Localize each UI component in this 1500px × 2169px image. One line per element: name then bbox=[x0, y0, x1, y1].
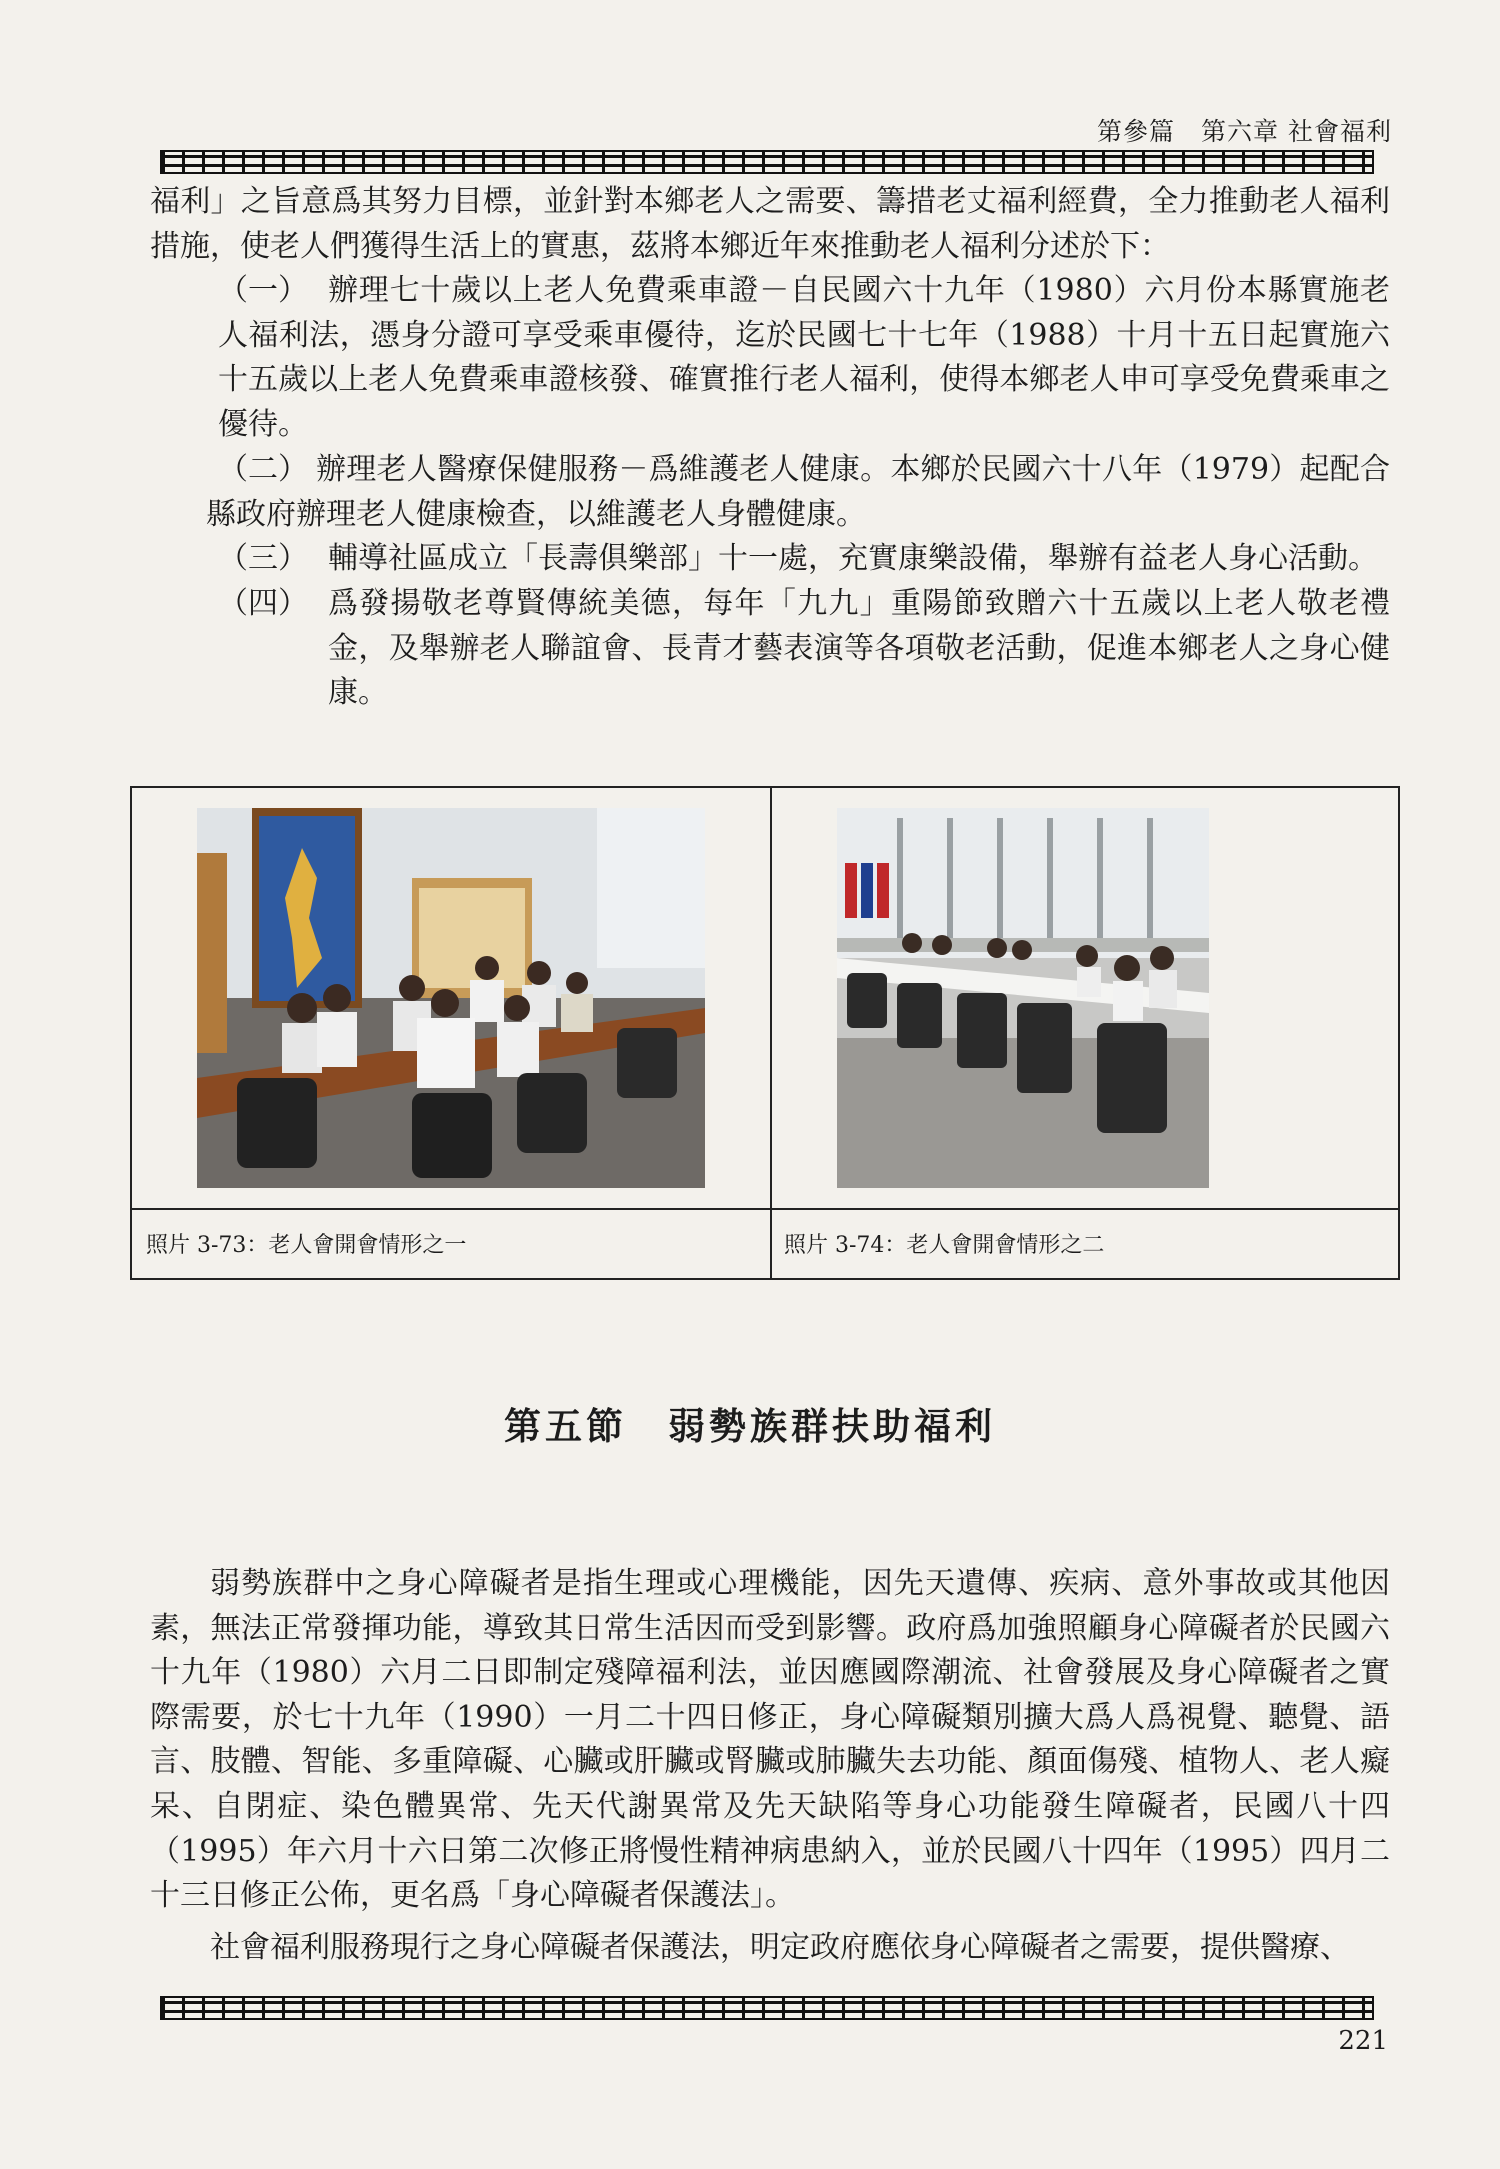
item-number: （三） bbox=[218, 541, 308, 576]
item-text: 辦理老人醫療保健服務－爲維護老人健康。本鄉於民國六十八年（1979）起配合縣政府辦理老人健康檢查，以維護老人身體健康。 bbox=[206, 452, 1390, 532]
meeting-photo-2 bbox=[837, 808, 1209, 1188]
photo-caption: 照片 3-74：老人會開會情形之二 bbox=[784, 1233, 1105, 1258]
running-head: 第參篇 第六章 社會福利 bbox=[1097, 117, 1392, 146]
section-title: 第五節 弱勢族群扶助福利 bbox=[504, 1404, 996, 1448]
item-text: 輔導社區成立「長壽俱樂部」十一處，充實康樂設備，舉辦有益老人身心活動。 bbox=[328, 541, 1378, 576]
meeting-photo-1 bbox=[197, 808, 705, 1188]
item-text: 爲發揚敬老尊賢傳統美德，每年「九九」重陽節致贈六十五歲以上老人敬老禮金，及舉辦老人聯誼會、長青才藝表演等各項敬老活動，促進本鄉老人之身心健康。 bbox=[328, 586, 1390, 711]
photo-caption: 照片 3-73：老人會開會情形之一 bbox=[146, 1233, 467, 1258]
list-item bbox=[218, 269, 1390, 447]
list-item bbox=[218, 537, 1398, 582]
list-item bbox=[206, 448, 1390, 537]
body-paragraph: 弱勢族群中之身心障礙者是指生理或心理機能，因先天遺傳、疾病、意外事故或其他因素，無法正常發揮功能，導致其日常生活因而受到影響。政府爲加強照顧身心障礙者於民國六十九年（1980）六月二日即制定殘障福利法，並因應國際潮流、社會發展及身心障礙者之實際需要，於七十九年（1990）一月二十四日修正，身心障礙類別擴大爲人爲視覺、聽覺、語言、肢體、智能、多重障礙、心臟或肝臟或腎臟或肺臟失去功能、顏面傷殘、植物人、老人癡呆、自閉症、染色體異常、先天代謝異常及先天缺陷等身心功能發生障礙者，民國八十四（1995）年六月十六日第二次修正將慢性精神病患納入，並於民國八十四年（1995）四月二十三日修正公佈，更名爲「身心障礙者保護法」。 bbox=[150, 1566, 1390, 1914]
table-divider bbox=[132, 1208, 1398, 1210]
item-number: （二） bbox=[218, 452, 308, 487]
photo-table bbox=[130, 786, 1400, 1280]
item-text: 辦理七十歲以上老人免費乘車證－自民國六十九年（1980）六月份本縣實施老人福利法，憑身分證可享受乘車優待，迄於民國七十七年（1988）十月十五日起實施六十五歲以上老人免費乘車證核發、確實推行老人福利，使得本鄉老人申可享受免費乘車之優待。 bbox=[218, 273, 1390, 442]
page-number: 221 bbox=[1338, 2026, 1388, 2056]
item-number: （四） bbox=[218, 586, 308, 621]
body-paragraph: 社會福利服務現行之身心障礙者保護法，明定政府應依身心障礙者之需要，提供醫療、 bbox=[210, 1930, 1350, 1965]
intro-paragraph: 福利」之旨意爲其努力目標，並針對本鄉老人之需要、籌措老丈福利經費，全力推動老人福利措施，使老人們獲得生活上的實惠，茲將本鄉近年來推動老人福利分述於下： bbox=[150, 184, 1390, 264]
decorative-border-bottom bbox=[160, 1996, 1374, 2020]
item-number: （一） bbox=[218, 273, 308, 308]
table-divider bbox=[770, 788, 772, 1278]
list-item bbox=[218, 582, 1390, 716]
decorative-border-top bbox=[160, 150, 1374, 174]
